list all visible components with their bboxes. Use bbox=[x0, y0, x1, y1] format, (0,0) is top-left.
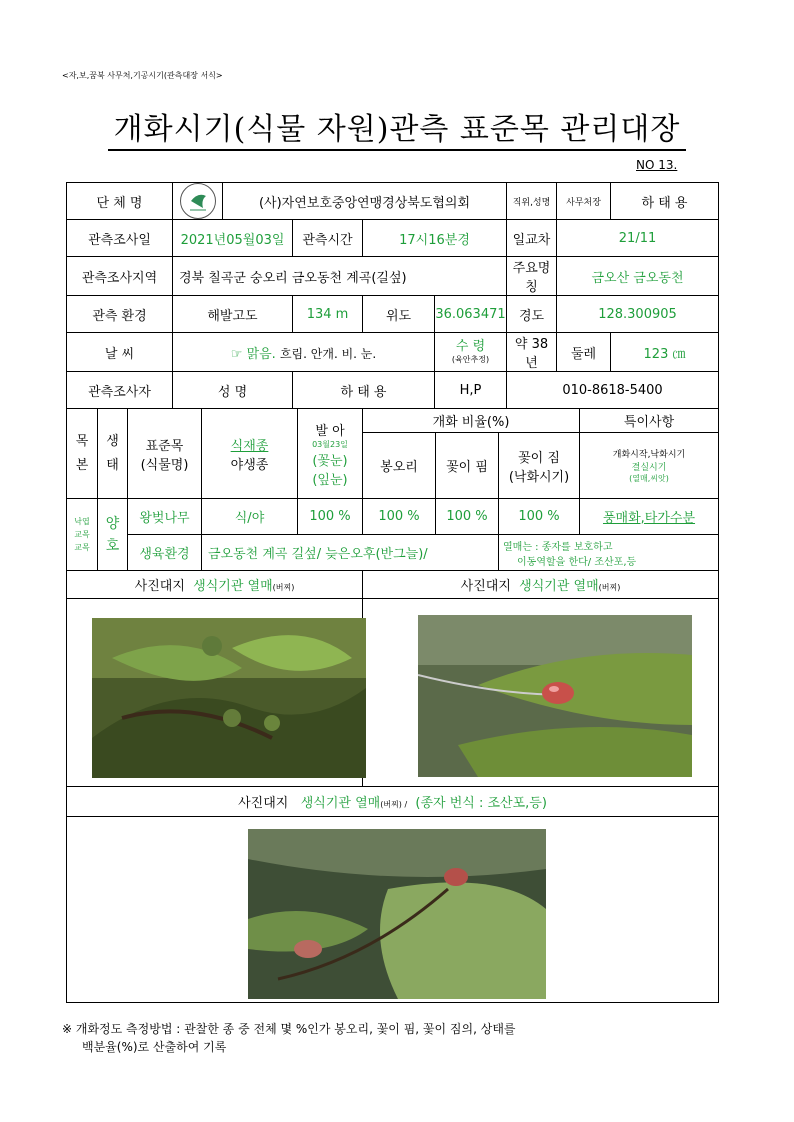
age-sub: (육안추정) bbox=[451, 354, 490, 364]
header-note: <자,보,꿈북 사무처,기공시기(관측대장 서식> bbox=[62, 71, 223, 80]
phone-value: 010-8618-5400 bbox=[507, 372, 719, 409]
photo-caption-bottom bbox=[67, 787, 719, 817]
footer-line-1: ※ 개화정도 측정방법 : 관찰한 종 중 전체 몇 %인가 봉오리, 꽃이 핌, 꽃이 짐의, 상태를 bbox=[62, 1022, 516, 1036]
h-fall: 꽃이 짐 bbox=[518, 450, 560, 466]
girth-value: 123 ㎝ bbox=[611, 333, 719, 372]
fruit-photo-bottom bbox=[248, 829, 546, 999]
plant-name: 왕벚나무 bbox=[128, 499, 202, 535]
weather-selected: 맑음. bbox=[246, 346, 276, 362]
place-label: 주요명칭 bbox=[507, 257, 557, 296]
lat-label: 위도 bbox=[363, 296, 435, 333]
h-saengtae: 생 태 bbox=[98, 409, 128, 499]
habitat-label: 생육환경 bbox=[128, 535, 202, 571]
h-type-cell bbox=[202, 409, 298, 499]
date-label: 관측조사일 bbox=[67, 220, 173, 257]
h-fall-sub: (낙화시기) bbox=[508, 469, 570, 485]
h-wild: 야생종 bbox=[230, 457, 269, 473]
position-value: 사무처장 bbox=[557, 183, 611, 220]
hp-label: H,P bbox=[435, 372, 507, 409]
h-sprout-a: (꽃눈) bbox=[312, 453, 348, 469]
diurnal-value: 21/11 bbox=[557, 220, 719, 257]
weather-value bbox=[173, 333, 435, 372]
sprout-value: 100 % bbox=[298, 499, 363, 535]
info-table bbox=[66, 182, 719, 409]
row-saengtae: 양 호 bbox=[98, 499, 128, 571]
bud-value: 100 % bbox=[363, 499, 436, 535]
photo-caption-bottom-extra: (종자 번식 : 조산포,등) bbox=[415, 796, 547, 811]
fall-value: 100 % bbox=[499, 499, 580, 535]
h-sprout-date: 03월23일 bbox=[312, 439, 348, 449]
photo-label-left: 사진대지 bbox=[134, 579, 185, 594]
footer-note bbox=[62, 1020, 516, 1056]
env-label: 관측 환경 bbox=[67, 296, 173, 333]
age-label: 수 령 bbox=[455, 338, 486, 354]
h-sprout-b: (잎눈) bbox=[312, 472, 348, 488]
photo-caption-left-sub: (버찌) bbox=[272, 583, 295, 592]
special-value: 풍매화,타가수분 bbox=[580, 499, 719, 535]
logo-cell bbox=[173, 183, 223, 220]
h-planted: 식재종 bbox=[230, 438, 269, 454]
time-label: 관측시간 bbox=[293, 220, 363, 257]
plant-type: 식/야 bbox=[202, 499, 298, 535]
h-special-b: 결실시기 bbox=[631, 463, 667, 473]
photo-caption-bottom-text: 생식기관 열매 bbox=[300, 796, 381, 811]
habitat-value: 금오동천 계곡 길섶/ 늦은오후(반그늘)/ bbox=[202, 535, 499, 571]
altitude-value: 134 m bbox=[293, 296, 363, 333]
lat-value: 36.063471 bbox=[435, 296, 507, 333]
h-special: 특이사항 bbox=[580, 409, 719, 433]
fruit-photo-right bbox=[418, 615, 692, 777]
photo-label-bottom: 사진대지 bbox=[238, 796, 289, 811]
h-bloom: 꽃이 핌 bbox=[436, 433, 499, 499]
photo-label-right: 사진대지 bbox=[460, 579, 511, 594]
fruit-photo-left bbox=[92, 618, 366, 778]
h-bud: 봉오리 bbox=[363, 433, 436, 499]
region-label: 관측조사지역 bbox=[67, 257, 173, 296]
age-label-cell bbox=[435, 333, 507, 372]
document-number: NO 13. bbox=[636, 158, 678, 172]
pointing-hand-icon: ☞ bbox=[230, 346, 243, 362]
fruit-note-b: 이동역할을 한다/ 조산포,등 bbox=[517, 556, 637, 568]
observer-name: 하 태 용 bbox=[293, 372, 435, 409]
organization-logo-icon bbox=[180, 183, 216, 219]
place-value: 금오산 금오동천 bbox=[557, 257, 719, 296]
time-value: 17시16분경 bbox=[363, 220, 507, 257]
fruit-note-a: 열매는 : 종자를 보호하고 bbox=[503, 541, 613, 553]
age-value: 약 38 년 bbox=[507, 333, 557, 372]
h-special-c: (열매,씨앗) bbox=[629, 474, 669, 483]
lon-value: 128.300905 bbox=[557, 296, 719, 333]
h-special-a: 개화시작,낙화시기 bbox=[612, 450, 686, 460]
lon-label: 경도 bbox=[507, 296, 557, 333]
h-sprout: 발 아 bbox=[315, 423, 345, 439]
photo-caption-right-sub: (버찌) bbox=[598, 583, 621, 592]
page-title: 개화시기(식물 자원)관측 표준목 관리대장 bbox=[0, 104, 794, 148]
weather-others: 흐림. 안개. 비. 눈. bbox=[279, 346, 377, 361]
girth-label: 둘레 bbox=[557, 333, 611, 372]
weather-label: 날 씨 bbox=[67, 333, 173, 372]
region-value: 경북 칠곡군 숭오리 금오동천 계곡(길섶) bbox=[173, 257, 507, 296]
org-name: (사)자연보호중앙연맹경상북도협의회 bbox=[223, 183, 507, 220]
h-std-cell bbox=[128, 409, 202, 499]
date-value: 2021년05월03일 bbox=[173, 220, 293, 257]
photo-caption-bottom-sub: (버찌) / bbox=[380, 800, 408, 809]
h-std-sub: (식물명) bbox=[140, 457, 189, 473]
observer-label: 관측조사자 bbox=[67, 372, 173, 409]
h-mokbon: 목 본 bbox=[67, 409, 98, 499]
position-label: 직위,성명 bbox=[507, 183, 557, 220]
h-ratio: 개화 비율(%) bbox=[363, 409, 580, 433]
h-fall-cell bbox=[499, 433, 580, 499]
bloom-value: 100 % bbox=[436, 499, 499, 535]
photo-caption-left-text: 생식기관 열매 bbox=[193, 579, 273, 594]
fruit-note-cell bbox=[499, 535, 719, 571]
photo-caption-left bbox=[67, 571, 363, 599]
diurnal-label: 일교차 bbox=[507, 220, 557, 257]
photo-caption-right-text: 생식기관 열매 bbox=[519, 579, 599, 594]
row-mokbon: 낙엽 교목 교목 bbox=[67, 499, 98, 571]
person-name: 하 태 용 bbox=[611, 183, 719, 220]
name-label: 성 명 bbox=[173, 372, 293, 409]
altitude-label: 해발고도 bbox=[173, 296, 293, 333]
h-special-cell bbox=[580, 433, 719, 499]
h-sprout-cell bbox=[298, 409, 363, 499]
org-label: 단 체 명 bbox=[67, 183, 173, 220]
footer-line-2: 백분율(%)로 산출하여 기록 bbox=[82, 1040, 227, 1054]
photo-caption-right bbox=[363, 571, 719, 599]
h-std: 표준목 bbox=[145, 438, 184, 454]
